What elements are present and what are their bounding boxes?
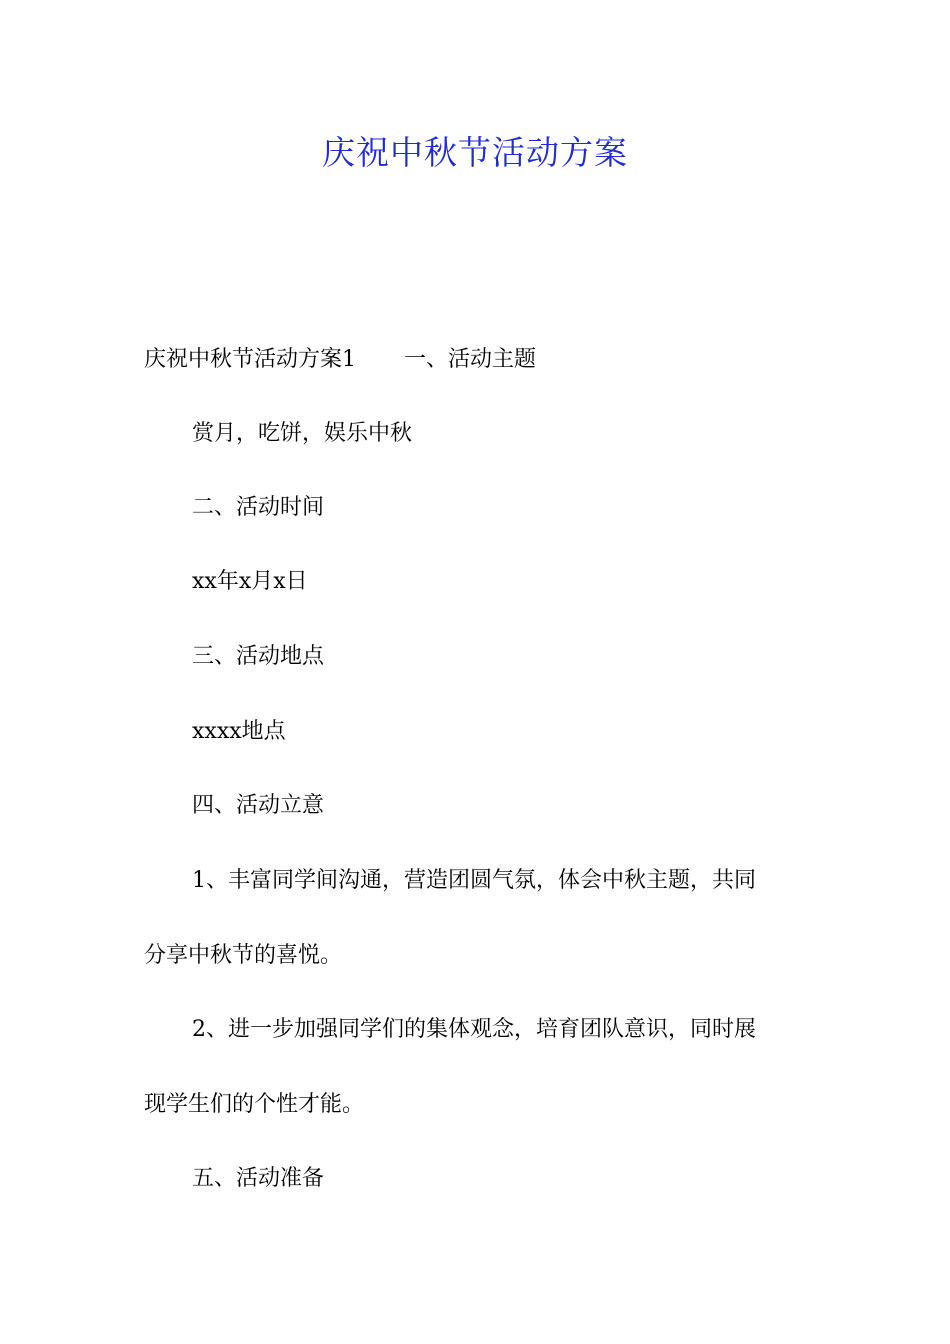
purpose-item-2-line-1: 2、进一步加强同学们的集体观念，培育团队意识，同时展: [192, 1017, 756, 1042]
section-heading-time: 二、活动时间: [192, 495, 325, 520]
section-heading-theme: 一、活动主题: [404, 347, 537, 372]
heading-line-plan-1: [144, 344, 536, 376]
theme-text: 赏月，吃饼，娱乐中秋: [192, 421, 413, 446]
time-text: xx年x月x日: [192, 569, 308, 594]
purpose-item-1-line-1: 1、丰富同学间沟通，营造团圆气氛，体会中秋主题，共同: [192, 868, 756, 893]
document-title: 庆祝中秋节活动方案: [322, 133, 628, 172]
section-heading-purpose: 四、活动立意: [192, 793, 325, 818]
plan-number-label: 庆祝中秋节活动方案1: [144, 347, 356, 372]
location-text: xxxx地点: [192, 719, 286, 744]
section-heading-location: 三、活动地点: [192, 644, 325, 669]
purpose-item-2-line-2: 现学生们的个性才能。: [144, 1092, 365, 1117]
purpose-item-1-line-2: 分享中秋节的喜悦。: [144, 943, 343, 968]
section-heading-preparation: 五、活动准备: [192, 1166, 325, 1191]
